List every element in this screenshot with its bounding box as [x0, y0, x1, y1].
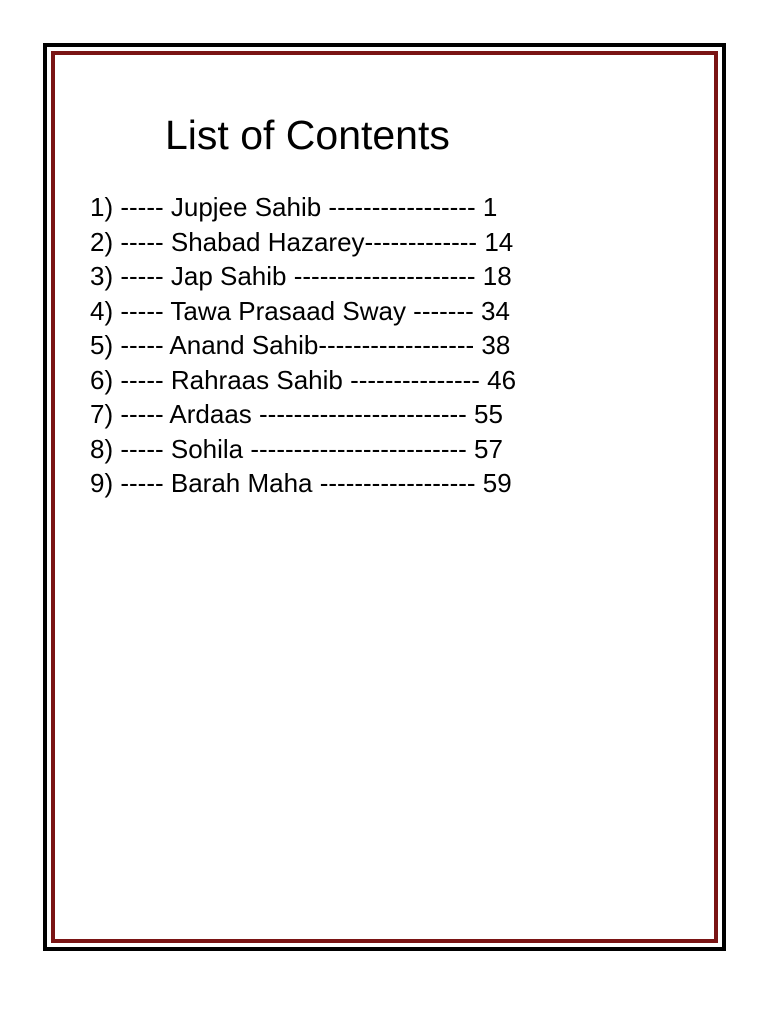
- toc-entry-barah-maha: 9) ----- Barah Maha ------------------ 59: [90, 468, 512, 498]
- toc-entry-tawa-prasaad-sway: 4) ----- Tawa Prasaad Sway ------- 34: [90, 295, 510, 326]
- toc-entry-jupjee-sahib: 1) ----- Jupjee Sahib ----------------- 1: [90, 192, 498, 222]
- page-title: List of Contents: [165, 112, 450, 158]
- toc-entry-ardaas: 7) ----- Ardaas ------------------------ 55: [90, 399, 503, 429]
- toc-entry-jap-sahib: 3) ----- Jap Sahib --------------------- 18: [90, 261, 512, 291]
- table-of-contents: [90, 190, 516, 501]
- toc-entry-anand-sahib: 5) ----- Anand Sahib------------------ 38: [90, 330, 511, 360]
- toc-entry-shabad-hazarey: 2) ----- Shabad Hazarey------------- 14: [90, 226, 514, 257]
- toc-entry-sohila: 8) ----- Sohila ------------------------- 57: [90, 433, 503, 464]
- toc-entry-rahraas-sahib: 6) ----- Rahraas Sahib --------------- 46: [90, 364, 517, 395]
